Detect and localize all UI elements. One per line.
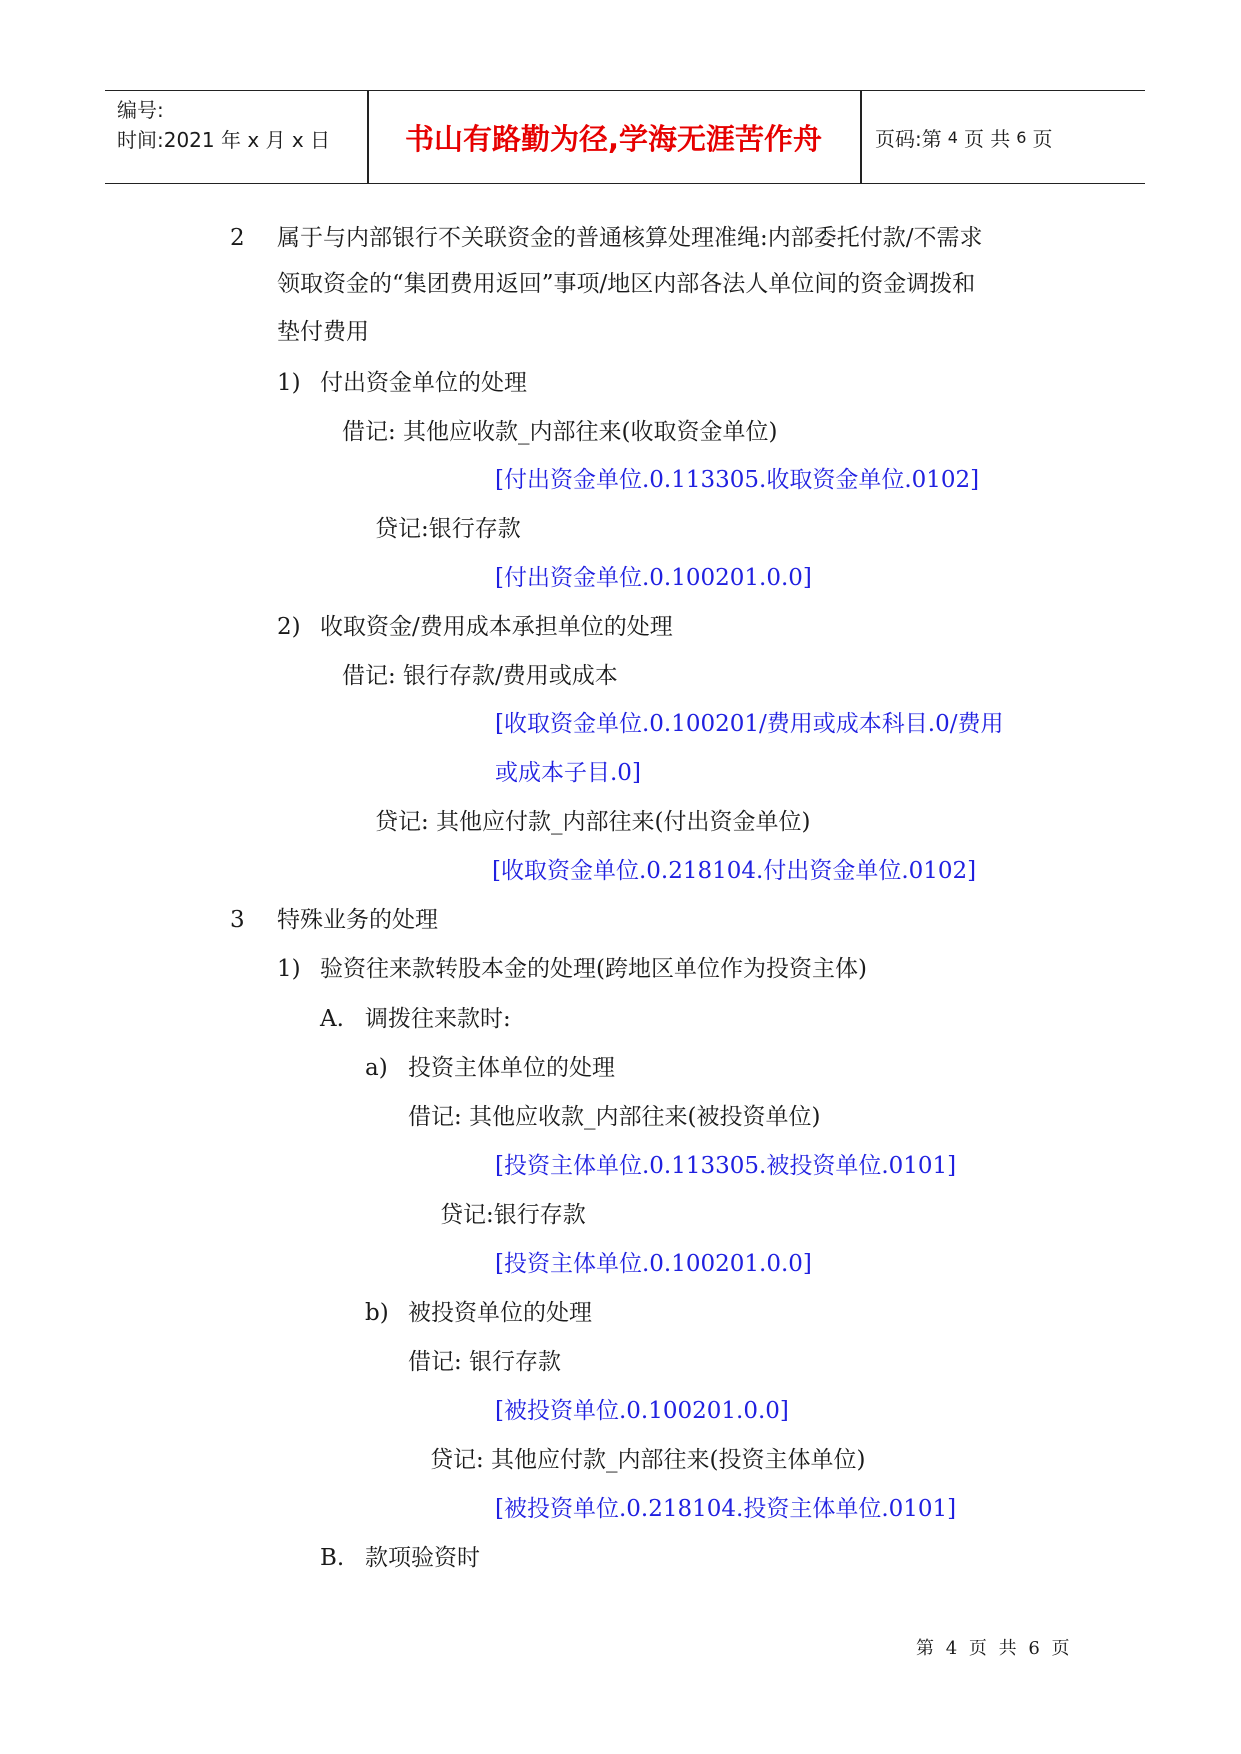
- account-code: [投资主体单位.0.100201.0.0]: [495, 1251, 812, 1277]
- credit-entry: 贷记: 其他应付款_内部往来(投资主体单位): [430, 1447, 866, 1473]
- account-code: [被投资单位.0.218104.投资主体单位.0101]: [495, 1496, 957, 1522]
- credit-entry: 贷记:银行存款: [440, 1202, 586, 1228]
- item-title: 付出资金单位的处理: [320, 370, 527, 396]
- item-title: 验资往来款转股本金的处理(跨地区单位作为投资主体): [320, 956, 867, 982]
- header-meta: [117, 95, 367, 155]
- item-number: 1): [277, 956, 301, 982]
- section-number: 2: [230, 225, 245, 251]
- page-mid: 页 共: [963, 126, 1011, 151]
- item-number: b): [365, 1300, 389, 1326]
- section-text: 垫付费用: [277, 319, 369, 345]
- section-text: 属于与内部银行不关联资金的普通核算处理准绳:内部委托付款/不需求: [277, 225, 983, 251]
- account-code: [收取资金单位.0.218104.付出资金单位.0102]: [492, 858, 977, 884]
- time-label: 时间:2021 年 x 月 x 日: [117, 128, 331, 152]
- account-code: [投资主体单位.0.113305.被投资单位.0101]: [495, 1153, 957, 1179]
- section-text: 特殊业务的处理: [277, 907, 438, 933]
- section-text: 领取资金的“集团费用返回”事项/地区内部各法人单位间的资金调拨和: [277, 271, 976, 297]
- account-code: [收取资金单位.0.100201/费用或成本科目.0/费用: [495, 711, 1004, 737]
- page-total: 6: [1016, 127, 1027, 147]
- debit-entry: 借记: 其他应收款_内部往来(收取资金单位): [342, 419, 778, 445]
- item-number: 1): [277, 370, 301, 396]
- item-number: B.: [320, 1545, 345, 1571]
- item-title: 款项验资时: [365, 1545, 480, 1571]
- credit-entry: 贷记:银行存款: [375, 516, 521, 542]
- debit-entry: 借记: 其他应收款_内部往来(被投资单位): [408, 1104, 821, 1130]
- item-title: 投资主体单位的处理: [408, 1055, 615, 1081]
- page-suffix: 页: [1032, 126, 1053, 151]
- debit-entry: 借记: 银行存款/费用或成本: [342, 663, 618, 689]
- item-title: 收取资金/费用成本承担单位的处理: [320, 614, 673, 640]
- page-current: 4: [947, 127, 958, 147]
- account-code: [付出资金单位.0.100201.0.0]: [495, 565, 812, 591]
- account-code: [被投资单位.0.100201.0.0]: [495, 1398, 789, 1424]
- debit-entry: 借记: 银行存款: [408, 1349, 562, 1375]
- section-number: 3: [230, 907, 245, 933]
- page-prefix: 页码:第: [875, 126, 942, 151]
- item-title: 被投资单位的处理: [408, 1300, 592, 1326]
- page-footer: 第 4 页 共 6 页: [916, 1638, 1070, 1659]
- page-header: [105, 90, 1145, 184]
- account-code: [付出资金单位.0.113305.收取资金单位.0102]: [495, 467, 980, 493]
- item-number: 2): [277, 614, 301, 640]
- serial-label: 编号:: [117, 98, 164, 122]
- header-divider: [860, 91, 862, 183]
- item-number: a): [365, 1055, 388, 1081]
- header-motto: 书山有路勤为径,学海无涯苦作舟: [404, 121, 823, 156]
- item-number: A.: [320, 1006, 344, 1032]
- header-divider: [367, 91, 369, 183]
- item-title: 调拨往来款时:: [365, 1006, 511, 1032]
- header-page-number: [875, 91, 1135, 183]
- account-code: 或成本子目.0]: [495, 760, 641, 786]
- credit-entry: 贷记: 其他应付款_内部往来(付出资金单位): [375, 809, 811, 835]
